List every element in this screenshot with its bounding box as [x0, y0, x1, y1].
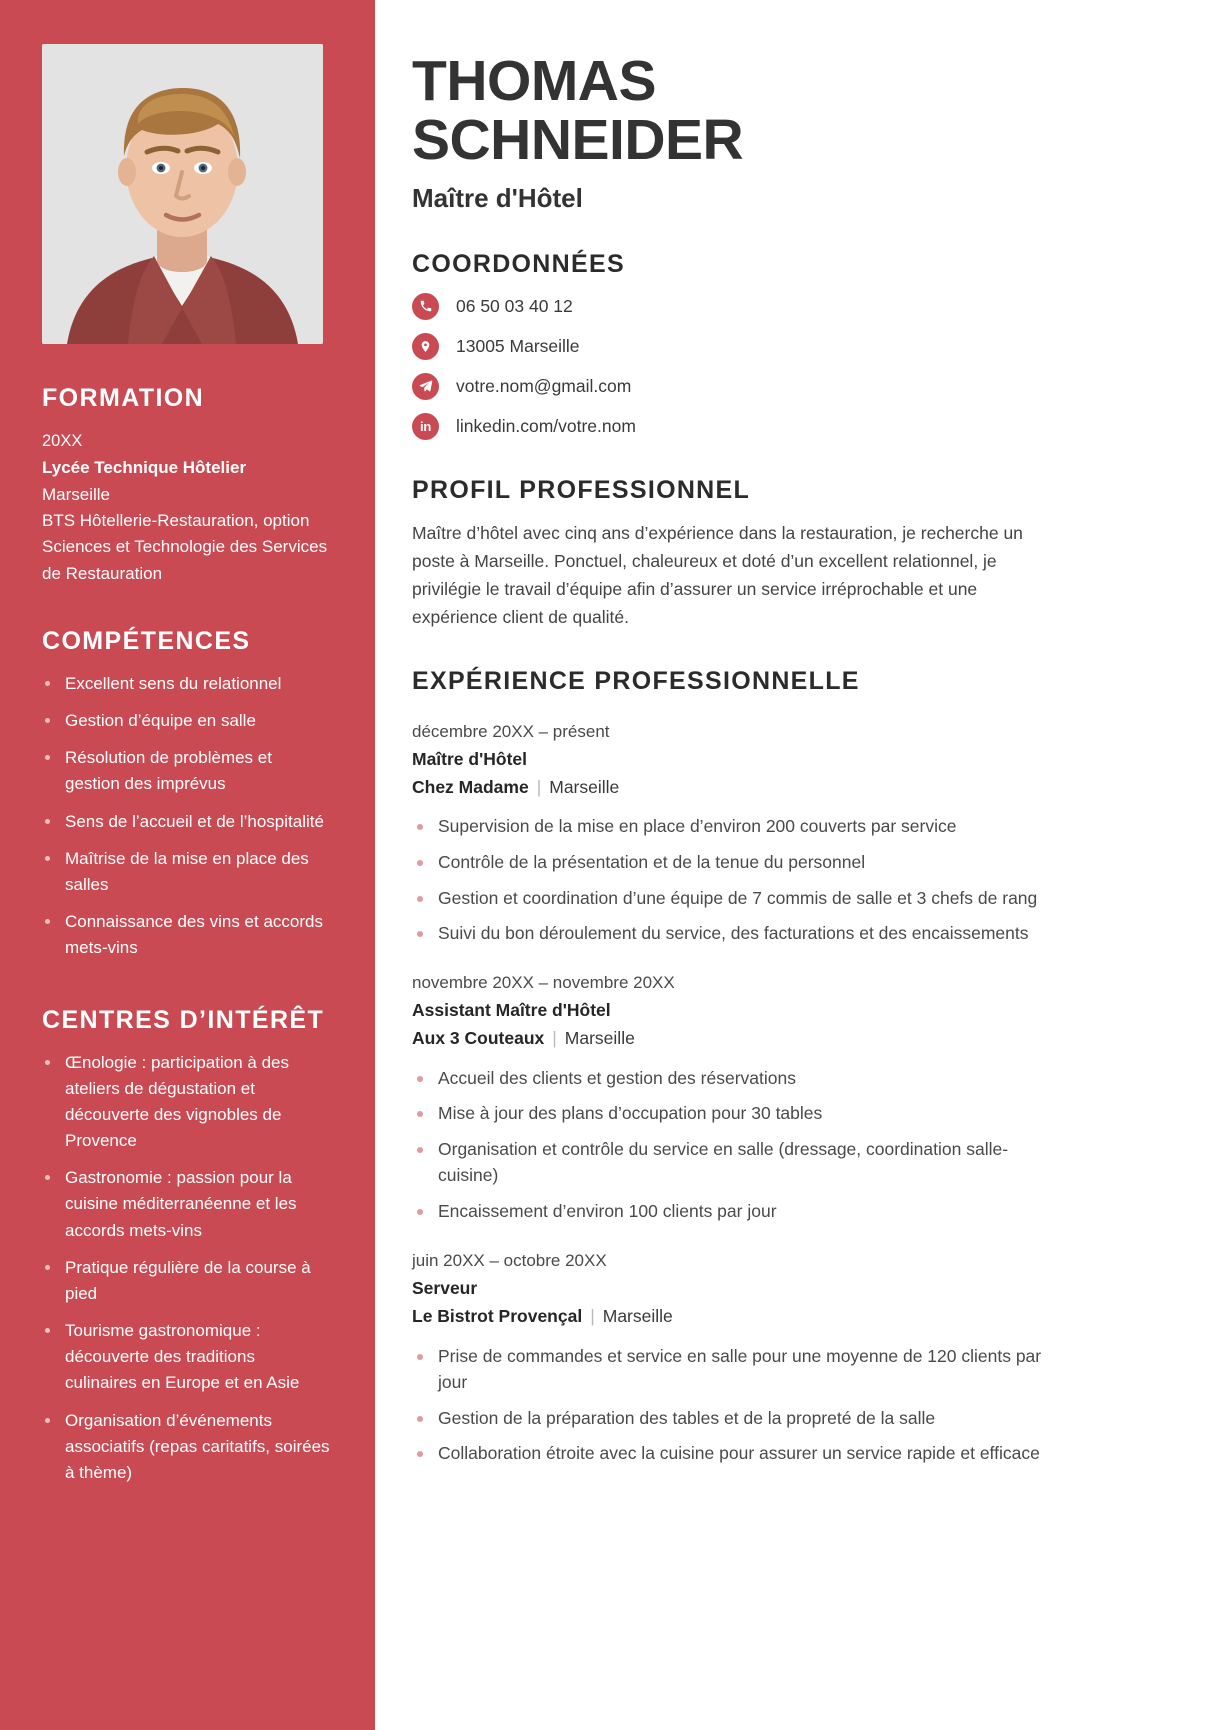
first-name: THOMAS [412, 49, 656, 113]
list-item: Suivi du bon déroulement du service, des facturations et des encaissements [412, 920, 1060, 947]
location-value: 13005 Marseille [456, 335, 580, 356]
last-name: SCHNEIDER [412, 108, 744, 173]
education-school: Lycée Technique Hôtelier [42, 458, 247, 478]
list-item: Mise à jour des plans d’occupation pour 30 tables [412, 1100, 1060, 1127]
job-date: juin 20XX – octobre 20XX [412, 1250, 607, 1270]
contact-row-linkedin [412, 413, 1164, 440]
education-heading: FORMATION [42, 384, 205, 412]
list-item: Contrôle de la présentation et de la tenue du personnel [412, 849, 1060, 876]
skills-list [42, 671, 330, 962]
contact-row-location [412, 333, 1164, 360]
list-item: Maîtrise de la mise en place des salles [42, 846, 330, 898]
job-separator: | [590, 1306, 595, 1327]
linkedin-value[interactable]: linkedin.com/votre.nom [456, 415, 636, 436]
education-city: Marseille [42, 484, 111, 504]
contact-row-email [412, 373, 1164, 400]
job-company: Aux 3 Couteaux [412, 1028, 545, 1049]
list-item: Accueil des clients et gestion des réservations [412, 1065, 1060, 1092]
linkedin-icon-glyph: in [420, 418, 431, 434]
job-separator: | [536, 777, 542, 798]
job-company-row [412, 1024, 1164, 1052]
profile-text: Maître d’hôtel avec cinq ans d’expérience dans la restauration, je recherche un poste à Marseille. Ponctuel, chaleureux et doté d’un excellent relationnel, je privilégie le travail d’équipe afin d’assurer un service irréprochable et une expérience client de qualité. [412, 522, 1023, 627]
list-item: Excellent sens du relationnel [42, 671, 330, 697]
list-item: Œnologie : participation à des ateliers de dégustation et découverte des vignobles de Provence [42, 1050, 330, 1155]
contact-heading: COORDONNÉES [412, 249, 625, 278]
experience-entry [412, 1247, 1164, 1467]
list-item: Encaissement d’environ 100 clients par jour [412, 1198, 1060, 1225]
interests-heading: CENTRES D’INTÉRÊT [42, 1005, 325, 1034]
job-bullet-list [412, 1065, 1164, 1225]
experience-entry [412, 718, 1164, 947]
job-location: Marseille [549, 777, 620, 798]
email-value[interactable]: votre.nom@gmail.com [456, 375, 632, 396]
list-item: Gestion et coordination d’une équipe de 7 commis de salle et 3 chefs de rang [412, 885, 1060, 912]
job-bullet-list [412, 1343, 1164, 1467]
interests-list [42, 1050, 330, 1487]
list-item: Supervision de la mise en place d’environ 200 couverts par service [412, 813, 1060, 840]
paper-plane-email-icon [412, 373, 439, 400]
page-title [412, 49, 832, 173]
accent-divider-line [370, 0, 375, 1730]
list-item: Collaboration étroite avec la cuisine pour assurer un service rapide et efficace [412, 1440, 1060, 1467]
job-date: décembre 20XX – présent [412, 721, 610, 741]
job-location: Marseille [602, 1306, 673, 1327]
list-item: Gastronomie : passion pour la cuisine méditerranéenne et les accords mets-vins [42, 1165, 330, 1244]
education-date: 20XX [42, 432, 83, 450]
job-role: Serveur [412, 1277, 478, 1298]
list-item: Tourisme gastronomique : découverte des traditions culinaires en Europe et en Asie [42, 1318, 330, 1397]
profile-heading: PROFIL PROFESSIONNEL [412, 475, 751, 504]
job-role: Assistant Maître d'Hôtel [412, 999, 611, 1020]
list-item: Résolution de problèmes et gestion des imprévus [42, 745, 330, 797]
list-item: Gestion d’équipe en salle [42, 708, 330, 734]
job-company-row [412, 773, 1164, 801]
job-location: Marseille [564, 1028, 635, 1049]
contact-row-phone [412, 293, 1164, 320]
list-item: Gestion de la préparation des tables et de la propreté de la salle [412, 1405, 1060, 1432]
phone-icon [412, 293, 439, 320]
header-job-title: Maître d'Hôtel [412, 182, 583, 213]
list-item: Pratique régulière de la course à pied [42, 1255, 330, 1307]
experience-heading: EXPÉRIENCE PROFESSIONNELLE [412, 666, 860, 695]
job-bullet-list [412, 813, 1164, 946]
list-item: Organisation et contrôle du service en salle (dressage, coordination salle-cuisine) [412, 1136, 1060, 1189]
main-content [370, 0, 1224, 1730]
experience-entry [412, 969, 1164, 1225]
list-item: Organisation d’événements associatifs (repas caritatifs, soirées à thème) [42, 1408, 330, 1487]
job-date: novembre 20XX – novembre 20XX [412, 972, 675, 992]
job-separator: | [552, 1028, 557, 1049]
job-company: Chez Madame [412, 777, 529, 798]
linkedin-icon [412, 413, 439, 440]
sidebar [0, 0, 370, 1730]
job-role: Maître d'Hôtel [412, 748, 528, 769]
list-item: Prise de commandes et service en salle pour une moyenne de 120 clients par jour [412, 1343, 1060, 1396]
skills-heading: COMPÉTENCES [42, 626, 251, 655]
education-description: BTS Hôtellerie-Restauration, option Sciences et Technologie des Services de Restauration [42, 510, 328, 583]
profile-photo [42, 44, 323, 344]
location-pin-icon [412, 333, 439, 360]
job-company: Le Bistrot Provençal [412, 1306, 583, 1327]
phone-value[interactable]: 06 50 03 40 12 [456, 295, 573, 316]
job-company-row [412, 1302, 1164, 1330]
list-item: Sens de l’accueil et de l’hospitalité [42, 809, 330, 835]
list-item: Connaissance des vins et accords mets-vins [42, 909, 330, 961]
